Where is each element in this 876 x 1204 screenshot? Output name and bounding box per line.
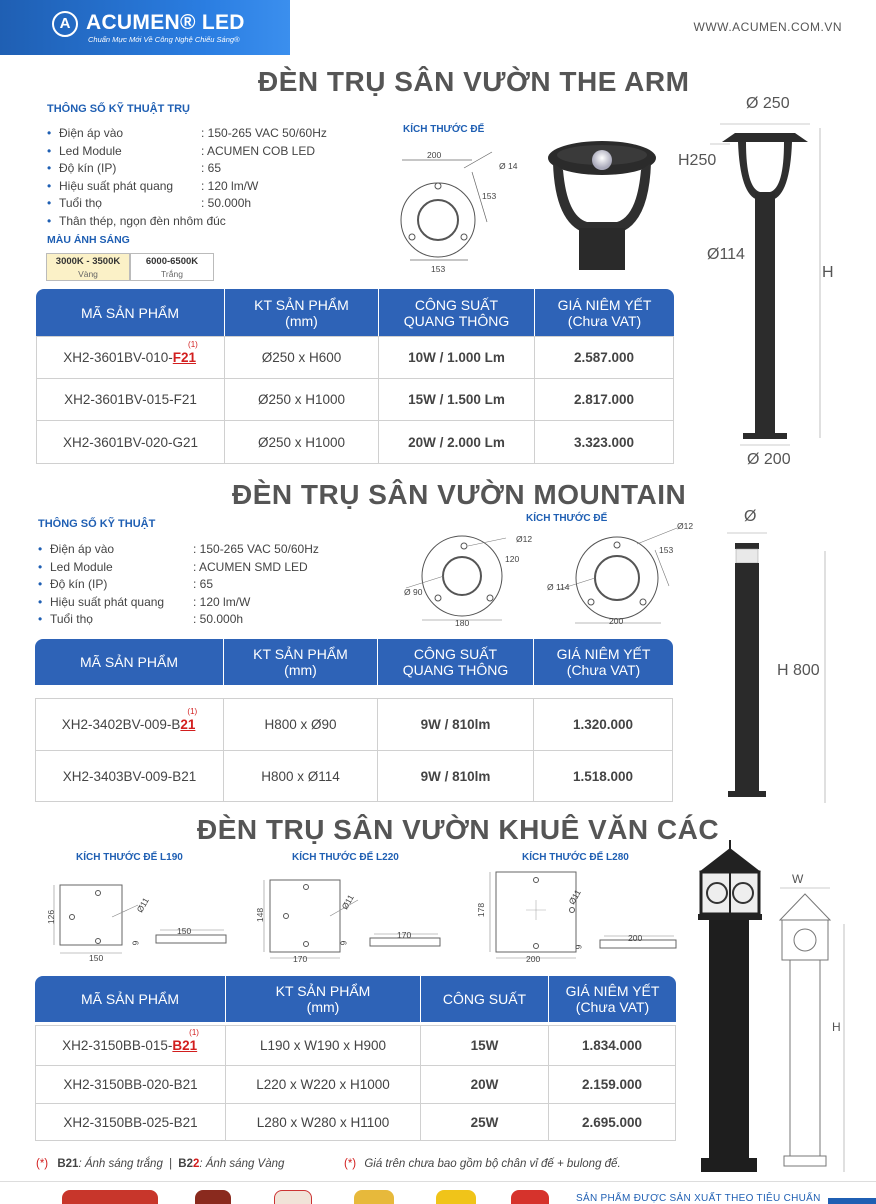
- website-link[interactable]: WWW.ACUMEN.COM.VN: [693, 20, 842, 34]
- col-header: CÔNG SUẤT QUANG THÔNG: [378, 289, 534, 336]
- footer-accent-bar: [828, 1198, 876, 1204]
- arm-dim-hole: Ø 14: [499, 161, 518, 171]
- table-row: [35, 750, 673, 802]
- arm-spec-heading: THÔNG SỐ KỸ THUẬT TRỤ: [47, 103, 190, 115]
- product-code: XH2-3150BB-020-B21: [35, 1065, 225, 1103]
- col-header: CÔNG SUẤT: [420, 976, 548, 1022]
- product-code: XH2-3601BV-015-F21: [36, 378, 224, 420]
- product-code: XH2-3402BV-009-B21$^{(1)}$: [35, 698, 223, 750]
- cert-logo-4-icon: [354, 1190, 394, 1204]
- table-header-row: [35, 976, 676, 1022]
- khue-base-heading-1: KÍCH THƯỚC ĐẾ L190: [76, 852, 183, 863]
- khue-base-drawing-3: [478, 866, 683, 966]
- khue-price-table: [35, 976, 676, 1141]
- arm-base-drawing: [392, 142, 512, 277]
- spec-item: • Hiệu suất phát quang : 120 lm/W: [38, 594, 319, 612]
- mountain-base-drawing-2: [545, 520, 695, 630]
- arm-dim-diag: 153: [482, 191, 497, 201]
- arm-lamp-head-image: [545, 138, 660, 273]
- table-row: [35, 1103, 676, 1141]
- product-code: XH2-3150BB-025-B21: [35, 1103, 225, 1141]
- mountain-spec-list: [38, 541, 319, 629]
- footer-divider: [0, 1181, 876, 1182]
- arm-pole-drawing: [700, 100, 860, 460]
- kb3-thk: 6: [573, 944, 584, 950]
- product-price: 1.834.000: [548, 1025, 676, 1065]
- mountain-base-heading: KÍCH THƯỚC ĐẾ: [526, 513, 608, 524]
- arm-color-heading: MÀU ÁNH SÁNG: [47, 234, 130, 246]
- spec-item: • Hiệu suất phát quang : 120 lm/W: [47, 178, 327, 196]
- col-header: MÃ SẢN PHẨM: [35, 976, 225, 1022]
- col-header: KT SẢN PHẨM (mm): [225, 976, 420, 1022]
- product-code: XH2-3601BV-010-F21$^{(1)}$: [36, 336, 224, 378]
- product-power: 15W / 1.500 Lm: [378, 378, 534, 420]
- khue-base-heading-3: KÍCH THƯỚC ĐẾ L280: [522, 852, 629, 863]
- arm-dim-height: H: [822, 264, 834, 281]
- cert-logo-5-icon: [436, 1190, 476, 1204]
- product-size: H800 x Ø90: [223, 698, 377, 750]
- kb3-bottom: 200: [526, 954, 541, 964]
- footnote-light: (*) B21: Ánh sáng trắng | B22: Ánh sáng Vàng: [36, 1158, 285, 1170]
- spec-item: • Điện áp vào : 150-265 VAC 50/60Hz: [38, 541, 319, 559]
- m2-dim-hole: Ø12: [677, 521, 694, 531]
- kb1-top: 150: [177, 926, 192, 936]
- kb3-top: 200: [628, 933, 643, 943]
- col-header: GIÁ NIÊM YẾT (Chưa VAT): [534, 289, 674, 336]
- footnote-price: (*) Giá trên chưa bao gồm bộ chân vỉ đế + bulong đế.: [344, 1158, 621, 1170]
- arm-dim-body: Ø114: [707, 246, 745, 263]
- spec-item: • Tuổi thọ : 50.000h: [47, 195, 327, 213]
- product-code: XH2-3150BB-015-B21$^{(1)}$: [35, 1025, 225, 1065]
- kb3-side: 178: [476, 902, 487, 918]
- mountain-price-table: [35, 639, 673, 802]
- spec-item: • Độ kín (IP) : 65: [38, 576, 319, 594]
- brand-slogan: Chuẩn Mực Mới Về Công Nghệ Chiếu Sáng®: [88, 35, 240, 44]
- table-row: [36, 336, 674, 378]
- mountain-title: ĐÈN TRỤ SÂN VƯỜN MOUNTAIN: [232, 479, 687, 510]
- product-price: 1.518.000: [533, 750, 673, 802]
- product-code: XH2-3601BV-020-G21: [36, 420, 224, 464]
- product-size: Ø250 x H1000: [224, 420, 378, 464]
- table-row: [35, 1065, 676, 1103]
- kb2-top: 170: [397, 930, 412, 940]
- m1-dim-diag: 120: [505, 554, 520, 564]
- khue-title: ĐÈN TRỤ SÂN VƯỜN KHUÊ VĂN CÁC: [197, 814, 720, 845]
- m2-dim-dia: Ø 114: [547, 582, 570, 592]
- kb1-side: 126: [46, 909, 57, 925]
- product-price: 2.695.000: [548, 1103, 676, 1141]
- arm-dim-head: H250: [678, 152, 717, 169]
- khue-base-heading-2: KÍCH THƯỚC ĐẾ L220: [292, 852, 399, 863]
- product-size: L220 x W220 x H1000: [225, 1065, 420, 1103]
- product-size: Ø250 x H600: [224, 336, 378, 378]
- spec-item: • Điện áp vào : 150-265 VAC 50/60Hz: [47, 125, 327, 143]
- table-row: [35, 698, 673, 750]
- table-header-row: [36, 289, 674, 336]
- product-size: L190 x W190 x H900: [225, 1025, 420, 1065]
- spec-item: • Led Module : ACUMEN COB LED: [47, 143, 327, 161]
- kb2-bottom: 170: [293, 954, 308, 964]
- swatch-warm: 3000K - 3500K Vàng: [46, 253, 130, 281]
- khue-dim-width: W: [792, 872, 804, 886]
- kb3-hole: Ø11: [566, 887, 583, 907]
- product-power: 15W: [420, 1025, 548, 1065]
- kb1-bottom: 150: [89, 953, 104, 963]
- col-header: GIÁ NIÊM YẾT (Chưa VAT): [533, 639, 673, 685]
- khue-base-drawing-1: [40, 875, 240, 965]
- mountain-dim-top: Ø: [744, 508, 757, 525]
- swatch-cool: 6000-6500K Trắng: [130, 253, 214, 281]
- kb2-side: 148: [255, 907, 266, 923]
- arm-title: ĐÈN TRỤ SÂN VƯỜN THE ARM: [258, 66, 690, 97]
- col-header: KT SẢN PHẨM (mm): [223, 639, 377, 685]
- brand-banner: [0, 0, 290, 55]
- col-header: MÃ SẢN PHẨM: [36, 289, 224, 336]
- spec-item: • Tuổi thọ : 50.000h: [38, 611, 319, 629]
- khue-pole-image: [695, 838, 765, 1176]
- cert-logo-3-icon: [274, 1190, 312, 1204]
- col-header: GIÁ NIÊM YẾT (Chưa VAT): [548, 976, 676, 1022]
- m1-dim-hole: Ø12: [516, 534, 533, 544]
- m1-dim-dia: Ø 90: [404, 587, 423, 597]
- cert-logo-2-icon: [195, 1190, 231, 1204]
- product-size: Ø250 x H1000: [224, 378, 378, 420]
- product-code: XH2-3403BV-009-B21: [35, 750, 223, 802]
- m2-dim-diag: 153: [659, 545, 674, 555]
- product-price: 1.320.000: [533, 698, 673, 750]
- kb2-thk: 6: [338, 940, 349, 946]
- product-power: 10W / 1.000 Lm: [378, 336, 534, 378]
- product-price: 3.323.000: [534, 420, 674, 464]
- product-price: 2.587.000: [534, 336, 674, 378]
- standard-text: SẢN PHẨM ĐƯỢC SẢN XUẤT THEO TIÊU CHUẨN: [576, 1193, 821, 1204]
- table-row: [36, 378, 674, 420]
- col-header: KT SẢN PHẨM (mm): [224, 289, 378, 336]
- product-price: 2.159.000: [548, 1065, 676, 1103]
- arm-dim-width: 200: [427, 150, 442, 160]
- arm-dim-base: Ø 200: [747, 451, 791, 468]
- cert-logo-6-icon: [511, 1190, 549, 1204]
- product-size: L280 x W280 x H1100: [225, 1103, 420, 1141]
- product-power: 20W: [420, 1065, 548, 1103]
- product-power: 25W: [420, 1103, 548, 1141]
- kb1-thk: 6: [130, 940, 141, 946]
- product-power: 9W / 810lm: [377, 698, 533, 750]
- col-header: MÃ SẢN PHẨM: [35, 639, 223, 685]
- brand-name: ACUMEN® LED: [86, 11, 245, 34]
- cert-logo-1-icon: [62, 1190, 158, 1204]
- product-size: H800 x Ø114: [223, 750, 377, 802]
- m1-dim-bottom: 180: [455, 618, 470, 628]
- acumen-logo-icon: A: [52, 11, 78, 37]
- arm-dim-bottom: 153: [431, 264, 446, 274]
- table-row: [36, 420, 674, 464]
- col-header: CÔNG SUẤT QUANG THÔNG: [377, 639, 533, 685]
- arm-base-heading: KÍCH THƯỚC ĐẾ: [403, 124, 485, 135]
- spec-item: • Led Module : ACUMEN SMD LED: [38, 559, 319, 577]
- mountain-spec-heading: THÔNG SỐ KỸ THUẬT: [38, 518, 156, 530]
- mountain-dim-height: H 800: [777, 662, 820, 679]
- spec-item: • Độ kín (IP) : 65: [47, 160, 327, 178]
- table-row: [35, 1025, 676, 1065]
- kb2-hole: Ø11: [339, 892, 356, 912]
- spec-item: • Thân thép, ngọn đèn nhôm đúc: [47, 213, 327, 231]
- product-power: 9W / 810lm: [377, 750, 533, 802]
- kb1-hole: Ø11: [134, 895, 151, 915]
- product-power: 20W / 2.000 Lm: [378, 420, 534, 464]
- khue-base-drawing-2: [250, 872, 450, 967]
- arm-dim-top: Ø 250: [746, 95, 790, 112]
- khue-dim-height: H: [832, 1020, 841, 1034]
- arm-price-table: [36, 289, 674, 464]
- m2-dim-bottom: 200: [609, 616, 624, 626]
- product-price: 2.817.000: [534, 378, 674, 420]
- arm-spec-list: [47, 125, 327, 231]
- table-header-row: [35, 639, 673, 685]
